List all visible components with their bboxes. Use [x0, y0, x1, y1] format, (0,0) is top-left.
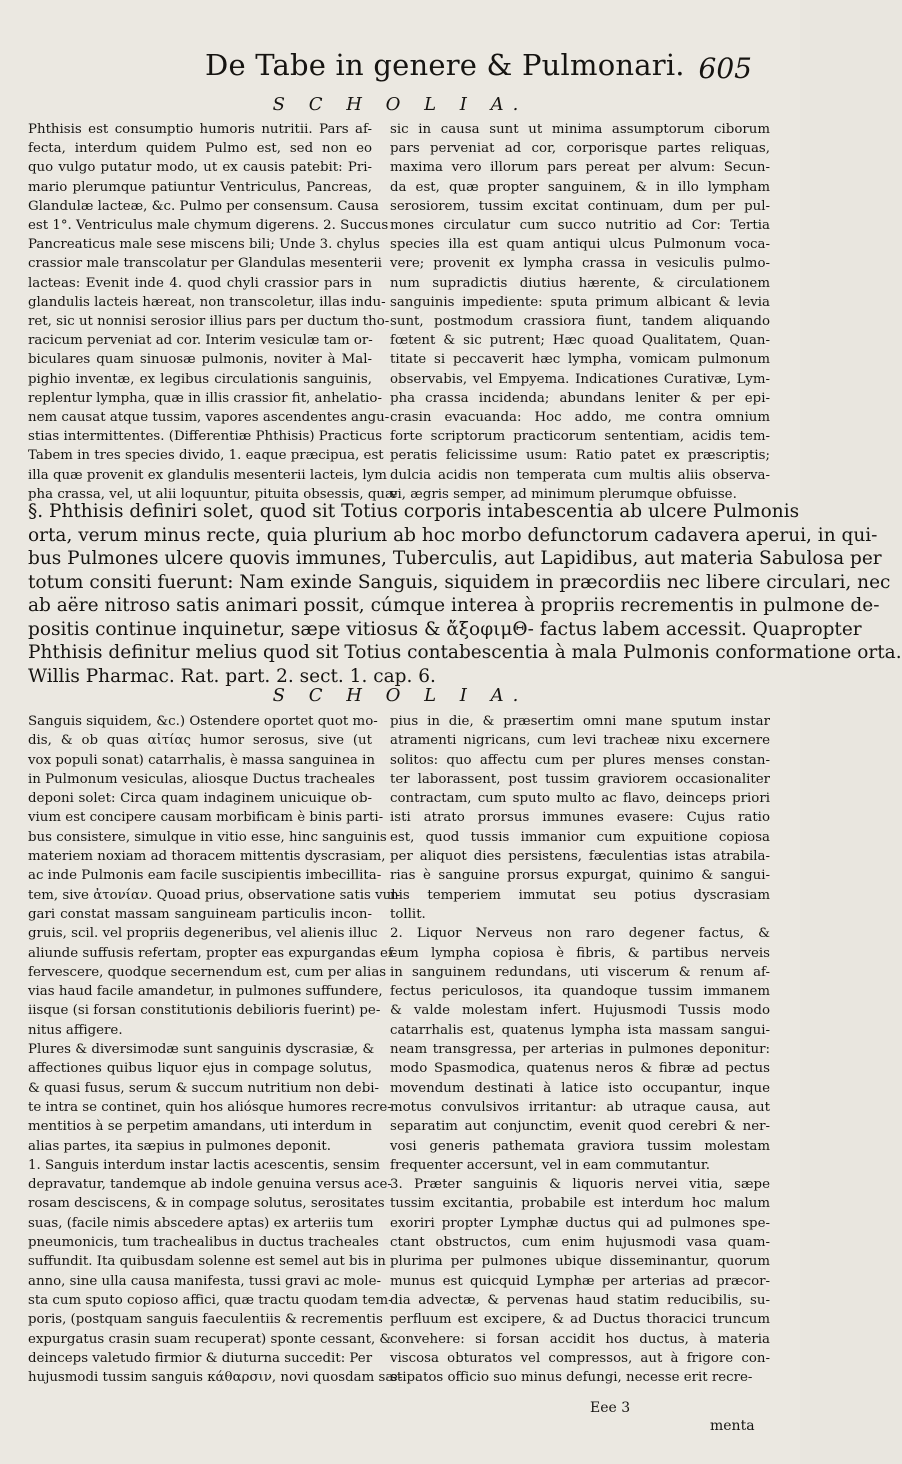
- text-line: per aliquot dies persistens, fæculentias istas atrabila-: [390, 849, 770, 865]
- text-line: & valde molestam infert. Hujusmodi Tussis modo: [390, 1003, 770, 1019]
- text-line: poris, (postquam sanguis faeculentiis & recrementis: [28, 1312, 383, 1328]
- text-line: vere; provenit ex lympha crassa in vesiculis pulmo-: [390, 256, 770, 272]
- text-line: vox populi sonat) catarrhalis, è massa sanguinea in: [28, 752, 375, 768]
- text-line: depravatur, tandemque ab indole genuina versus ace-: [28, 1177, 392, 1193]
- text-line: exoriri propter Lymphæ ductus qui ad pulmones spe-: [390, 1215, 770, 1231]
- text-line: aliunde suffusis refertam, propter eas expurgandas ef-: [28, 945, 397, 961]
- text-line: pneumonicis, tum trachealibus in ductus tracheales: [28, 1235, 379, 1251]
- text-line: ret, sic ut nonnisi serosior illius pars per ductum tho-: [28, 314, 390, 330]
- text-line: tussim excitantia, probabile est interdum hoc malum: [390, 1196, 770, 1212]
- text-line: ctant obstructos, cum enim hujusmodi vasa quam-: [390, 1235, 770, 1251]
- text-line: anno, sine ulla causa manifesta, tussi gravi ac mole-: [28, 1273, 381, 1289]
- text-line: Glandulæ lacteæ, &c. Pulmo per consensum. Causa: [28, 198, 379, 214]
- text-line: tollit.: [390, 906, 426, 922]
- scholia-heading-2: S C H O L I A.: [272, 685, 528, 706]
- text-line: contractam, cum sputo multo ac flavo, deinceps priori: [390, 791, 770, 807]
- text-line: racicum perveniat ad cor. Interim vesiculæ tam or-: [28, 333, 373, 349]
- text-line: crassior male transcolatur per Glandulas mesenterii: [28, 256, 382, 272]
- text-line: Willis Pharmac. Rat. part. 2. sect. 1. cap. 6.: [28, 665, 436, 687]
- text-line: serosiorem, tussim excitat continuam, dum per pul-: [390, 198, 770, 214]
- scholia-2-left-column: [28, 712, 403, 1387]
- text-line: 3. Præter sanguinis & liquoris nervei vitia, sæpe: [390, 1177, 770, 1193]
- text-line: rosam desciscens, & in compage solutus, serositates: [28, 1196, 385, 1212]
- text-line: fecta, interdum quidem Pulmo est, sed non eo: [28, 141, 372, 157]
- text-line: neam transgressa, per arterias in pulmones deponitur:: [390, 1042, 770, 1058]
- text-line: frequenter accersunt, vel in eam commutantur.: [390, 1157, 711, 1173]
- text-line: totum consiti fuerunt: Nam exinde Sanguis, siquidem in præcordiis nec libere circulari, nec: [28, 571, 891, 593]
- scholia-heading-1: S C H O L I A.: [272, 94, 528, 115]
- text-line: munus est quicquid Lymphæ per arterias ad præcor-: [390, 1273, 770, 1289]
- text-line: pha crassa, vel, ut alii loquuntur, pituita obsessis, quæ: [28, 486, 398, 502]
- text-line: convehere: si forsan accidit hos ductus, à materia: [390, 1331, 770, 1347]
- text-line: sanguinis impediente: sputa primum albicant & levia: [390, 294, 770, 310]
- text-line: fectus periculosos, ita quandoque tussim immanem: [390, 984, 770, 1000]
- text-line: affectiones quibus liquor ejus in compage solutus,: [28, 1061, 372, 1077]
- text-line: peratis felicissime usum: Ratio patet ex præscriptis;: [390, 448, 770, 464]
- text-line: nem causat atque tussim, vapores ascendentes angu-: [28, 410, 390, 426]
- text-line: solitos: quo affectu cum per plures menses constan-: [390, 752, 770, 768]
- text-line: bus consistere, simulque in vitio esse, hinc sanguinis: [28, 829, 387, 845]
- catchword: menta: [710, 1418, 755, 1434]
- text-line: in sanguinem redundans, uti viscerum & renum af-: [390, 964, 770, 980]
- text-line: Plures & diversimodæ sunt sanguinis dyscrasiæ, &: [28, 1042, 375, 1058]
- text-line: observabis, vel Empyema. Indicationes Curativæ, Lym-: [390, 371, 770, 387]
- text-line: perfluum est excipere, & ad Ductus thoracici truncum: [390, 1312, 770, 1328]
- text-line: ac inde Pulmonis eam facile suscipientis imbecillita-: [28, 868, 382, 884]
- page-number: 605: [698, 52, 752, 85]
- text-line: lacteas: Evenit inde 4. quod chyli crassior pars in: [28, 275, 372, 291]
- text-line: suas, (facile nimis abscedere aptas) ex arteriis tum: [28, 1215, 374, 1231]
- text-line: viscosa obturatos vel compressos, aut à frigore con-: [390, 1350, 770, 1366]
- text-line: plurima per pulmones ubique disseminantur, quorum: [390, 1254, 770, 1270]
- text-line: pighio inventæ, ex legibus circulationis sanguinis,: [28, 371, 372, 387]
- text-line: Phthisis definitur melius quod sit Totius contabescentia à mala Pulmonis conformatione orta.: [28, 642, 902, 663]
- text-line: sta cum sputo copioso affici, quæ tractu quodam tem-: [28, 1292, 393, 1308]
- text-line: vi, ægris semper, ad minimum plerumque obfuisse.: [390, 486, 737, 502]
- text-line: vosi generis pathemata graviora tussim molestam: [390, 1138, 770, 1154]
- text-line: vium est concipere causam morbificam è binis parti-: [28, 810, 384, 826]
- text-line: biculares quam sinuosæ pulmonis, noviter à Mal-: [28, 352, 372, 368]
- text-line: mones circulatur cum succo nutritio ad Cor: Tertia: [390, 218, 770, 234]
- text-line: catarrhalis est, quatenus lympha ista massam sangui-: [390, 1022, 770, 1038]
- text-line: pha crassa incidenda; abundans leniter & per epi-: [390, 390, 770, 406]
- text-line: pius in die, & præsertim omni mane sputum instar: [390, 714, 770, 729]
- text-line: est 1°. Ventriculus male chymum digerens. 2. Succus: [28, 218, 389, 234]
- text-line: gari constat massam sanguineam particulis incon-: [28, 906, 372, 922]
- text-line: da est, quæ propter sanguinem, & in illo lympham: [390, 179, 770, 195]
- text-line: cum lympha copiosa è fibris, & partibus nerveis: [390, 945, 770, 961]
- text-line: suffundit. Ita quibusdam solenne est semel aut bis in: [28, 1254, 386, 1270]
- scholia-1-left-column: [28, 120, 398, 504]
- text-line: est, quod tussis immanior cum expuitione copiosa: [390, 829, 770, 845]
- text-line: forte scriptorum practicorum sententiam, acidis tem-: [390, 429, 770, 445]
- text-line: pars perveniat ad cor, corporisque partes reliquas,: [390, 141, 770, 157]
- text-line: stias intermittentes. (Differentiæ Phthisis) Practicus: [28, 429, 383, 445]
- text-line: positis continue inquinetur, sæpe vitiosus & ἄξοφιμΘ- factus labem accessit. Quapropter: [28, 618, 862, 640]
- text-line: mario plerumque patiuntur Ventriculus, Pancreas,: [28, 179, 372, 195]
- text-line: fœtent & sic putrent; Hæc quoad Qualitatem, Quan-: [390, 333, 770, 349]
- text-line: Tabem in tres species divido, 1. eaque præcipua, est: [28, 448, 384, 464]
- running-head: [0, 48, 800, 88]
- text-line: 1. Sanguis interdum instar lactis acescentis, sensim: [28, 1157, 380, 1173]
- text-line: alias partes, ita sæpius in pulmones deponit.: [28, 1138, 331, 1154]
- text-line: bus Pulmones ulcere quovis immunes, Tuberculis, aut Lapidibus, aut materia Sabulosa per: [28, 548, 882, 569]
- text-line: gruis, scil. vel propriis degeneribus, vel alienis illuc: [28, 926, 378, 942]
- text-line: vias haud facile amandetur, in pulmones suffundere,: [28, 984, 383, 1000]
- text-line: quo vulgo putatur modo, ut ex causis patebit: Pri-: [28, 160, 372, 176]
- text-line: illa quæ provenit ex glandulis mesenterii lacteis, lym: [28, 467, 387, 483]
- text-line: ab aëre nitroso satis animari possit, cúmque interea à propriis recrementis in pulmone de-: [28, 595, 880, 616]
- text-line: atramenti nigricans, cum levi tracheæ nixu excernere: [390, 733, 770, 749]
- scholia-1-right-column: [390, 120, 770, 504]
- text-line: tem, sive ἀτονίαν. Quoad prius, observatione satis vul-: [28, 887, 401, 903]
- text-line: dulcia acidis non temperata cum multis aliis observa-: [390, 467, 770, 483]
- text-line: deinceps valetudo firmior & diuturna succedit: Per: [28, 1350, 373, 1366]
- text-line: motus convulsivos irritantur: ab utraque causa, aut: [390, 1099, 770, 1115]
- text-line: nitus affigere.: [28, 1022, 123, 1038]
- text-line: materiem noxiam ad thoracem mittentis dyscrasiam,: [28, 849, 386, 865]
- main-text: [28, 500, 902, 688]
- text-line: titate si peccaverit hæc lympha, vomicam pulmonum: [390, 352, 770, 368]
- text-line: Sanguis siquidem, &c.) Ostendere oportet quot mo-: [28, 714, 378, 729]
- text-line: dia advectæ, & pervenas haud statim reducibilis, su-: [390, 1292, 770, 1308]
- text-line: & quasi fusus, serum & succum nutritium non debi-: [28, 1080, 380, 1096]
- text-line: expurgatus crasin suam recuperat) sponte cessant, &: [28, 1331, 392, 1347]
- text-line: Phthisis est consumptio humoris nutritii. Pars af-: [28, 122, 372, 137]
- text-line: maxima vero illorum pars pereat per alvum: Secun-: [390, 160, 770, 176]
- text-line: modo Spasmodica, quatenus neros & fibræ ad pectus: [390, 1061, 770, 1077]
- text-line: species illa est quam antiqui ulcus Pulmonum voca-: [390, 237, 770, 253]
- text-line: dis, & ob quas αἰτίας humor serosus, sive (ut: [28, 733, 372, 749]
- running-title: De Tabe in genere & Pulmonari.: [205, 48, 685, 82]
- text-line: sic in causa sunt ut minima assumptorum ciborum: [390, 122, 770, 137]
- text-line: Pancreaticus male sese miscens bili; Unde 3. chylus: [28, 237, 380, 253]
- scholia-2-right-column: [390, 712, 770, 1387]
- text-line: hujusmodi tussim sanguis κάθαρσιν, novi quosdam sæ-: [28, 1370, 403, 1386]
- text-line: §. Phthisis definiri solet, quod sit Totius corporis intabescentia ab ulcere Pulmonis: [28, 501, 800, 522]
- text-line: separatim aut conjunctim, evenit quod cerebri & ner-: [390, 1119, 770, 1135]
- signature-mark: Eee 3: [590, 1400, 631, 1416]
- text-line: ter laborassent, post tussim graviorem occasionaliter: [390, 771, 770, 787]
- text-line: glandulis lacteis hæreat, non transcoletur, illas indu-: [28, 294, 386, 310]
- text-line: nis temperiem immutat seu potius dyscrasiam: [390, 887, 770, 903]
- text-line: num supradictis diutius hærente, & circulationem: [390, 275, 770, 291]
- text-line: 2. Liquor Nerveus non raro degener factus, &: [390, 926, 770, 942]
- text-line: in Pulmonum vesiculas, aliosque Ductus tracheales: [28, 771, 375, 787]
- text-line: mentitios à se perpetim amandans, uti interdum in: [28, 1119, 372, 1135]
- text-line: isti atrato prorsus immunes evasere: Cujus ratio: [390, 810, 770, 826]
- text-line: rias è sanguine prorsus expurgat, quinimo & sangui-: [390, 868, 770, 884]
- text-line: movendum destinati à latice isto occupantur, inque: [390, 1080, 770, 1096]
- text-line: orta, verum minus recte, quia plurium ab hoc morbo defunctorum cadavera aperui, in qui-: [28, 524, 878, 546]
- text-line: deponi solet: Circa quam indaginem unicuique ob-: [28, 791, 372, 807]
- text-line: replentur lympha, quæ in illis crassior fit, anhelatio-: [28, 390, 382, 406]
- text-line: crasin evacuanda: Hoc addo, me contra omnium: [390, 410, 770, 426]
- text-line: iisque (si forsan constitutionis debilioris fuerint) pe-: [28, 1003, 381, 1019]
- text-line: te intra se continet, quin hos aliósque humores recre-: [28, 1099, 392, 1115]
- text-line: sunt, postmodum crassiora fiunt, tandem aliquando: [390, 314, 770, 330]
- text-line: fervescere, quodque secernendum est, cum per alias: [28, 964, 387, 980]
- text-line: stipatos officio suo minus defungi, necesse erit recre-: [390, 1370, 753, 1386]
